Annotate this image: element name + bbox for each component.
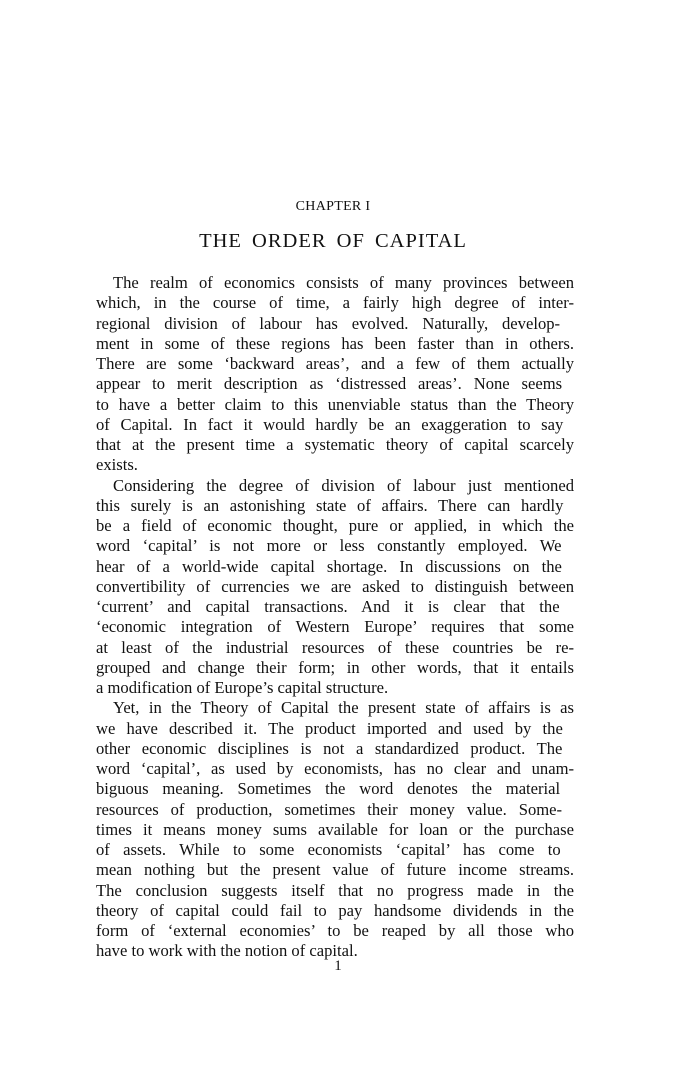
text-line: biguous meaning. Sometimes the word denotes the material	[96, 779, 561, 799]
chapter-title: THE ORDER OF CAPITAL	[199, 230, 467, 252]
text-line: word ‘capital’, as used by economists, has no clear and unam-	[96, 759, 574, 778]
text-line: to have a better claim to this unenviable status than the Theory	[96, 394, 574, 414]
text-line: be a field of economic thought, pure or applied, in which the	[96, 516, 574, 535]
text-line: ‘current’ and capital transactions. And it is clear that the	[96, 597, 560, 616]
text-line: which, in the course of time, a fairly high degree of inter-	[96, 293, 574, 313]
text-line: The realm of economics consists of many provinces between	[113, 273, 574, 292]
text-line: have to work with the notion of capital.	[96, 941, 358, 961]
text-line: form of ‘external economies’ to be reaped by all those who	[96, 921, 574, 940]
text-line: There are some ‘backward areas’, and a few of them actually	[96, 354, 574, 373]
text-line: times it means money sums available for loan or the purchase	[96, 819, 574, 839]
text-line: ment in some of these regions has been faster than in others.	[96, 333, 574, 353]
text-line: theory of capital could fail to pay handsome dividends in the	[96, 900, 574, 920]
text-line: at least of the industrial resources of these countries be re-	[96, 637, 574, 657]
text-line: Yet, in the Theory of Capital the present state of affairs is as	[113, 698, 574, 718]
text-line: hear of a world-wide capital shortage. In discussions on the	[96, 556, 562, 576]
text-line: ‘economic integration of Western Europe’ requires that some	[96, 617, 574, 637]
text-line: that at the present time a systematic theory of capital scarcely	[96, 435, 574, 454]
text-line: convertibility of currencies we are asked to distinguish between	[96, 576, 574, 596]
text-line: word ‘capital’ is not more or less constantly employed. We	[96, 536, 562, 556]
text-line: this surely is an astonishing state of affairs. There can hardly	[96, 495, 564, 515]
text-line: appear to merit description as ‘distressed areas’. None seems	[96, 374, 563, 394]
page-number: 1	[334, 958, 342, 974]
text-line: resources of production, sometimes their money value. Some-	[96, 799, 563, 819]
text-line: exists.	[96, 455, 138, 475]
text-line: regional division of labour has evolved. Naturally, develop-	[96, 313, 561, 333]
text-line: The conclusion suggests itself that no progress made in the	[96, 880, 574, 900]
body-text	[96, 273, 574, 962]
text-line: mean nothing but the present value of future income streams.	[96, 860, 574, 880]
text-line: of Capital. In fact it would hardly be an exaggeration to say	[96, 414, 564, 434]
text-line: grouped and change their form; in other words, that it entails	[96, 657, 574, 677]
text-line: Considering the degree of division of labour just mentioned	[113, 475, 574, 495]
text-line: other economic disciplines is not a standardized product. The	[96, 738, 563, 758]
text-line: of assets. While to some economists ‘capital’ has come to	[96, 840, 561, 859]
text-line: we have described it. The product imported and used by the	[96, 718, 563, 738]
text-line: a modification of Europe’s capital structure.	[96, 678, 389, 697]
chapter-label: CHAPTER I	[295, 199, 371, 214]
